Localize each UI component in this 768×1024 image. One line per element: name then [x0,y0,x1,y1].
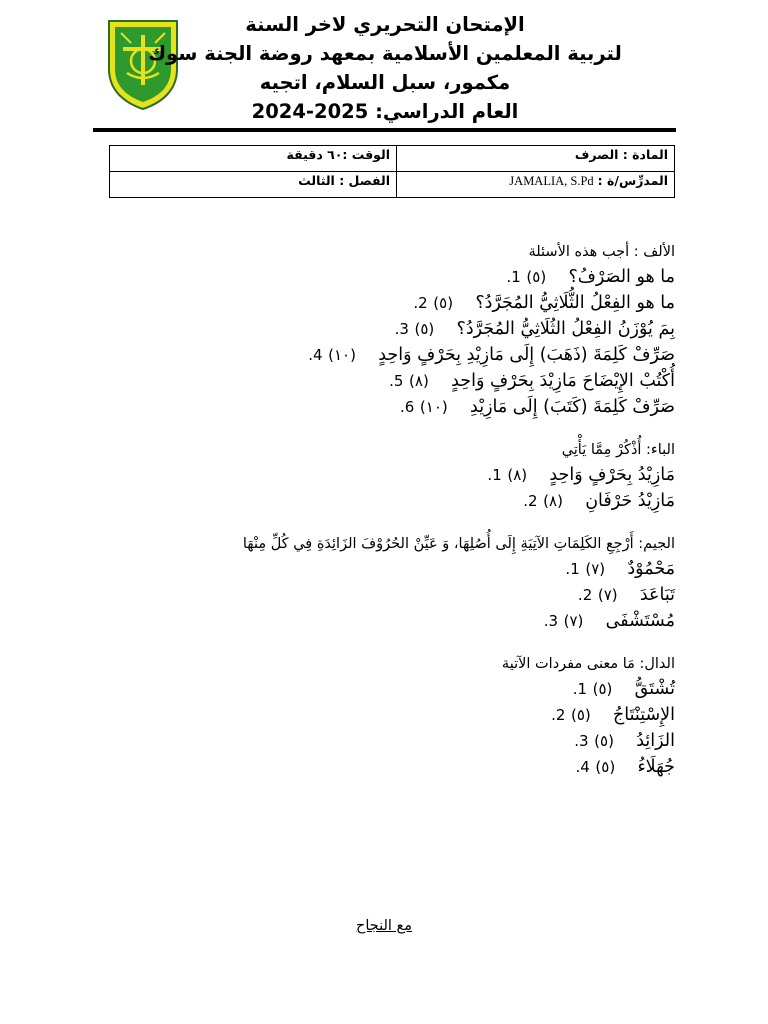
question-text: جُهَلَاءُ [637,757,675,777]
question-score: (٨) [409,372,429,390]
section-title-ba: الباء: أُذْكُرْ مِمَّا يَأْتِي [561,442,675,458]
question-number: 1. [506,268,521,286]
question-text: الزَائِدُ [636,731,675,751]
question-score: (٥) [570,706,591,724]
question-score: (٨) [507,466,528,484]
question-score: (٧) [597,586,618,604]
header-line-4: العام الدراسي: 2025-2024 [251,100,519,123]
header-line-2: لتربية المعلمين الأسلامية بمعهد روضة الجنة سوك [148,42,622,65]
question-text: صَرِّفْ كَلِمَةَ (كَتَبَ) إِلَى مَازِيْدِ [470,397,675,417]
section-title-dal: الدال: مَا معنى مفردات الآتية [501,656,675,672]
teacher-label: المدرِّس/ة : [597,173,668,188]
header-line-3: مكمور، سبل السلام، اتجيه [259,71,511,94]
question-text: تُشْتَقُّ [634,679,675,699]
question-item [115,676,675,702]
question-score: (٥) [595,758,616,776]
question-item [115,290,675,316]
teacher-name: JAMALIA, S.Pd [509,174,594,188]
question-text: ما هو الصَرْفُ؟ [568,267,675,287]
question-number: 5. [389,372,404,390]
question-text: تَبَاعَدَ [639,585,675,605]
exam-header [95,10,675,126]
question-text: مَازِيْدُ بِحَرْفٍ وَاحِدٍ [549,465,675,485]
question-number: 1. [565,560,580,578]
question-item [115,264,675,290]
question-item [115,368,675,394]
question-number: 6. [400,398,415,416]
question-text: مُسْتَشْفَى [605,611,675,631]
question-item [115,556,675,582]
question-number: 2. [551,706,566,724]
question-item [115,754,675,780]
question-item [115,342,675,368]
question-number: 4. [308,346,323,364]
question-text: ما هو الفِعْلُ الثُّلَاثِيُّ المُجَرَّدُ؟ [475,293,675,313]
question-number: 4. [575,758,590,776]
exam-info-table [109,145,675,198]
question-item [115,394,675,420]
class-cell: الفصل : الثالث [110,172,397,198]
question-number: 3. [574,732,589,750]
question-text: مَحْمُوْدٌ [627,559,675,579]
question-item [115,728,675,754]
question-number: 2. [413,294,428,312]
question-text: صَرِّفْ كَلِمَةَ (ذَهَبَ) إِلَى مَازِيْدِ بِحَرْفٍ وَاحِدٍ [378,345,675,365]
question-item [115,582,675,608]
header-line-1: الإمتحان التحريري لاخر السنة [245,13,525,36]
section-title-jim: الجيم: أَرْجِعِ الكَلِمَاتِ الآتِيَةِ إِلَى أُصُلِهَا، وَ عَيِّنْ الحُرُوْفَ الزَائِدَةِ فِي كُلِّ مِنْهَا [242,536,675,552]
teacher-cell [397,172,675,198]
question-item [115,316,675,342]
question-score: (٧) [563,612,584,630]
header-divider [93,128,676,132]
question-score: (١٠) [328,346,356,364]
question-item [115,488,675,514]
question-number: 1. [572,680,588,698]
question-score: (٨) [543,492,563,510]
question-score: (٥) [433,294,454,312]
question-item [115,608,675,634]
time-cell: الوقت :٦٠ دقيقة [110,146,397,172]
question-number: 2. [523,492,538,510]
question-text: أُكْتُبْ الإِيْضَاحَ مَازِيْدَ بِحَرْفٍ وَاحِدٍ [451,371,675,391]
question-score: (٥) [594,732,614,750]
question-number: 2. [577,586,593,604]
section-title-alif: الألف : أجب هذه الأسئلة [528,244,675,260]
question-item [115,462,675,488]
spacer [115,420,675,438]
spacer [115,514,675,532]
question-item [115,702,675,728]
questions-content [115,240,675,780]
question-text: الإِسْتِنْتَاجُ [613,705,675,725]
closing-wish: مع النجاح [355,918,413,934]
spacer [115,634,675,652]
question-number: 1. [487,466,502,484]
question-score: (٥) [526,268,547,286]
question-score: (٥) [414,320,435,338]
table-row [110,172,675,198]
question-text: مَازِيْدُ حَرْفَانِ [585,491,675,511]
question-number: 3. [394,320,409,338]
question-number: 3. [543,612,559,630]
table-row [110,146,675,172]
question-score: (٥) [592,680,613,698]
question-score: (١٠) [419,398,448,416]
subject-cell: المادة : الصرف [397,146,675,172]
question-text: بِمَ يُوْزَنُ الفِعْلُ الثُلَاثِيُّ المُجَرَّدُ؟ [456,319,675,339]
question-score: (٧) [585,560,606,578]
